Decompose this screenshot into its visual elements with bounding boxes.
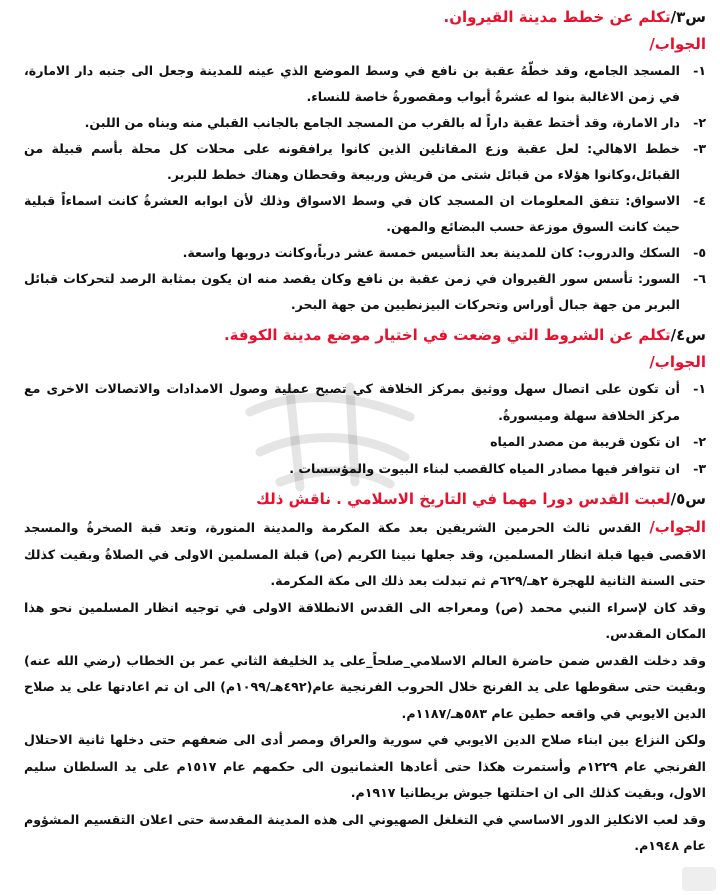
list-item xyxy=(24,456,706,483)
item-number: ١- xyxy=(693,63,706,78)
list-item xyxy=(24,266,706,318)
answer-4-label: الجواب/ xyxy=(649,353,706,371)
item-number: ٢- xyxy=(693,434,706,449)
question-5-heading xyxy=(24,488,706,510)
answer-5-body xyxy=(24,514,706,860)
answer-3-list xyxy=(24,58,706,318)
item-number: ٦- xyxy=(693,271,706,286)
item-text: السكك والدروب: كان للمدينة بعد التأسيس خمسة عشر درباً،وكانت دروبها واسعة. xyxy=(182,245,680,260)
list-item xyxy=(24,136,706,188)
item-text: الاسواق: تتفق المعلومات ان المسجد كان في وسط الاسواق وذلك لأن ابوابه العشرةُ كانت اسماءاً قبلية حيث كانت السوق موزعة حسب البضائع والمهن. xyxy=(24,193,680,234)
question-3-text: تكلم عن خطط مدينة القيروان. xyxy=(443,8,671,26)
list-item xyxy=(24,376,706,429)
item-text: ان تكون قريبة من مصدر المياه xyxy=(490,434,680,449)
item-number: ١- xyxy=(693,381,706,396)
paragraph xyxy=(24,514,706,595)
paragraph-text: القدس ثالث الحرمين الشريفين بعد مكة المكرمة والمدينة المنورة، وتعد قبة الصخرةُ والمسجد الاقصى فيها قبلة انظار المسلمين، وقد جعلها نبينا الكريم (ص) قبلة المسلمين الاولى في الصلاةُ وبقيت كذلك حتى السنة الثانية للهجرة ٢هـ/٦٢٩م ثم تبدلت بعد ذلك الى مكة المكرمة. xyxy=(24,520,706,588)
question-5-text: لعبت القدس دورا مهما في التاريخ الاسلامي . ناقش ذلك xyxy=(256,490,671,508)
list-item xyxy=(24,110,706,136)
list-item xyxy=(24,58,706,110)
list-item xyxy=(24,188,706,240)
paragraph: وقد لعب الانكليز الدور الاساسي في التغلغل الصهيوني الى هذه المدينة المقدسة حتى اعلان التقسيم المشؤوم عام ١٩٤٨م. xyxy=(24,811,706,853)
item-number: ٢- xyxy=(693,115,706,130)
item-text: المسجد الجامع، وقد خطّهُ عقبة بن نافع في وسط الموضع الذي عينه للمدينة وجعل الى جنبه دار الامارة، في زمن الاغالبة بنوا له عشرةُ أبواب ومقصورةُ خاصة للنساء. xyxy=(24,63,680,104)
item-text: أن تكون على اتصال سهل ووثيق بمركز الخلافة كي تصبح عملية وصول الامدادات والاتصالات الاخرى مع مركز الخلافة سهلة وميسورةُ. xyxy=(24,381,680,423)
list-item xyxy=(24,240,706,266)
question-5-number: س٥/ xyxy=(670,490,706,508)
item-text: خطط الاهالي: لعل عقبة وزع المقاتلين الذين كانوا يرافقونه على محلات كل محلة بأسم قبيلة من القبائل،وكانوا هؤلاء من قبائل شتى من قريش وربيعة وقحطان وهناك خطط للبربر. xyxy=(24,141,680,182)
item-number: ٣- xyxy=(693,460,706,476)
answer-3-label: الجواب/ xyxy=(649,35,706,53)
item-number: ٥- xyxy=(693,245,706,260)
question-4-number: س٤/ xyxy=(670,326,706,344)
question-4-text: تكلم عن الشروط التي وضعت في اختيار موضع مدينة الكوفة. xyxy=(223,326,671,344)
item-text: دار الامارة، وقد أختط عقبة داراً له بالقرب من المسجد الجامع بالجانب القبلي منه وبناه من اللبن. xyxy=(84,115,680,130)
paragraph: وقد دخلت القدس ضمن حاضرة العالم الاسلامي_صلحاً_على يد الخليفة الثاني عمر بن الخطاب (رضي الله عنه) وبقيت حتى سقوطها على يد الفرنج خلال الحروب الفرنجية عام(٤٩٢هـ/١٠٩٩م) الى ان تم اعادتها على يد صلاح الدين الايوبي في واقعه حطين عام ٥٨٣هـ/١١٨٧م. xyxy=(24,652,706,721)
item-number: ٤- xyxy=(693,193,706,208)
paragraph: وقد كان لإسراء النبي محمد (ص) ومعراجه الى القدس الانطلاقة الاولى في توجيه انظار المسلمين نحو هذا المكان المقدس. xyxy=(24,599,706,641)
list-item xyxy=(24,429,706,456)
paragraph: ولكن النزاع بين ابناء صلاح الدين الايوبي في سورية والعراق ومصر أدى الى ضعفهم حتى دخلها ثانية الاحتلال الفرنجي عام ١٢٢٩م وأستمرت هكذا حتى أعادها العثمانيون الى حكمهم عام ١٥١٧م على يد السلطان سليم الاول، وبقيت كذلك الى ان احتلتها جيوش بريطانيا ١٩١٧م. xyxy=(24,732,706,800)
question-4-heading xyxy=(24,324,706,346)
answer-4-list xyxy=(24,376,706,482)
item-text: السور: تأسس سور القيروان في زمن عقبة بن نافع وكان يقصد منه ان يكون بمثابة الرصد لتحركات قبائل البربر من جهة جبال أوراس وتحركات البيزنطيين من جهة البحر. xyxy=(24,271,680,312)
question-3-number: س٣/ xyxy=(670,8,706,26)
item-text: ان تتوافر فيها مصادر المياه كالقصب لبناء البيوت والمؤسسات . xyxy=(289,460,680,476)
question-3-heading xyxy=(24,6,706,28)
item-number: ٣- xyxy=(693,141,706,156)
page-corner-mark xyxy=(682,867,716,891)
answer-5-label: الجواب/ xyxy=(649,518,706,536)
